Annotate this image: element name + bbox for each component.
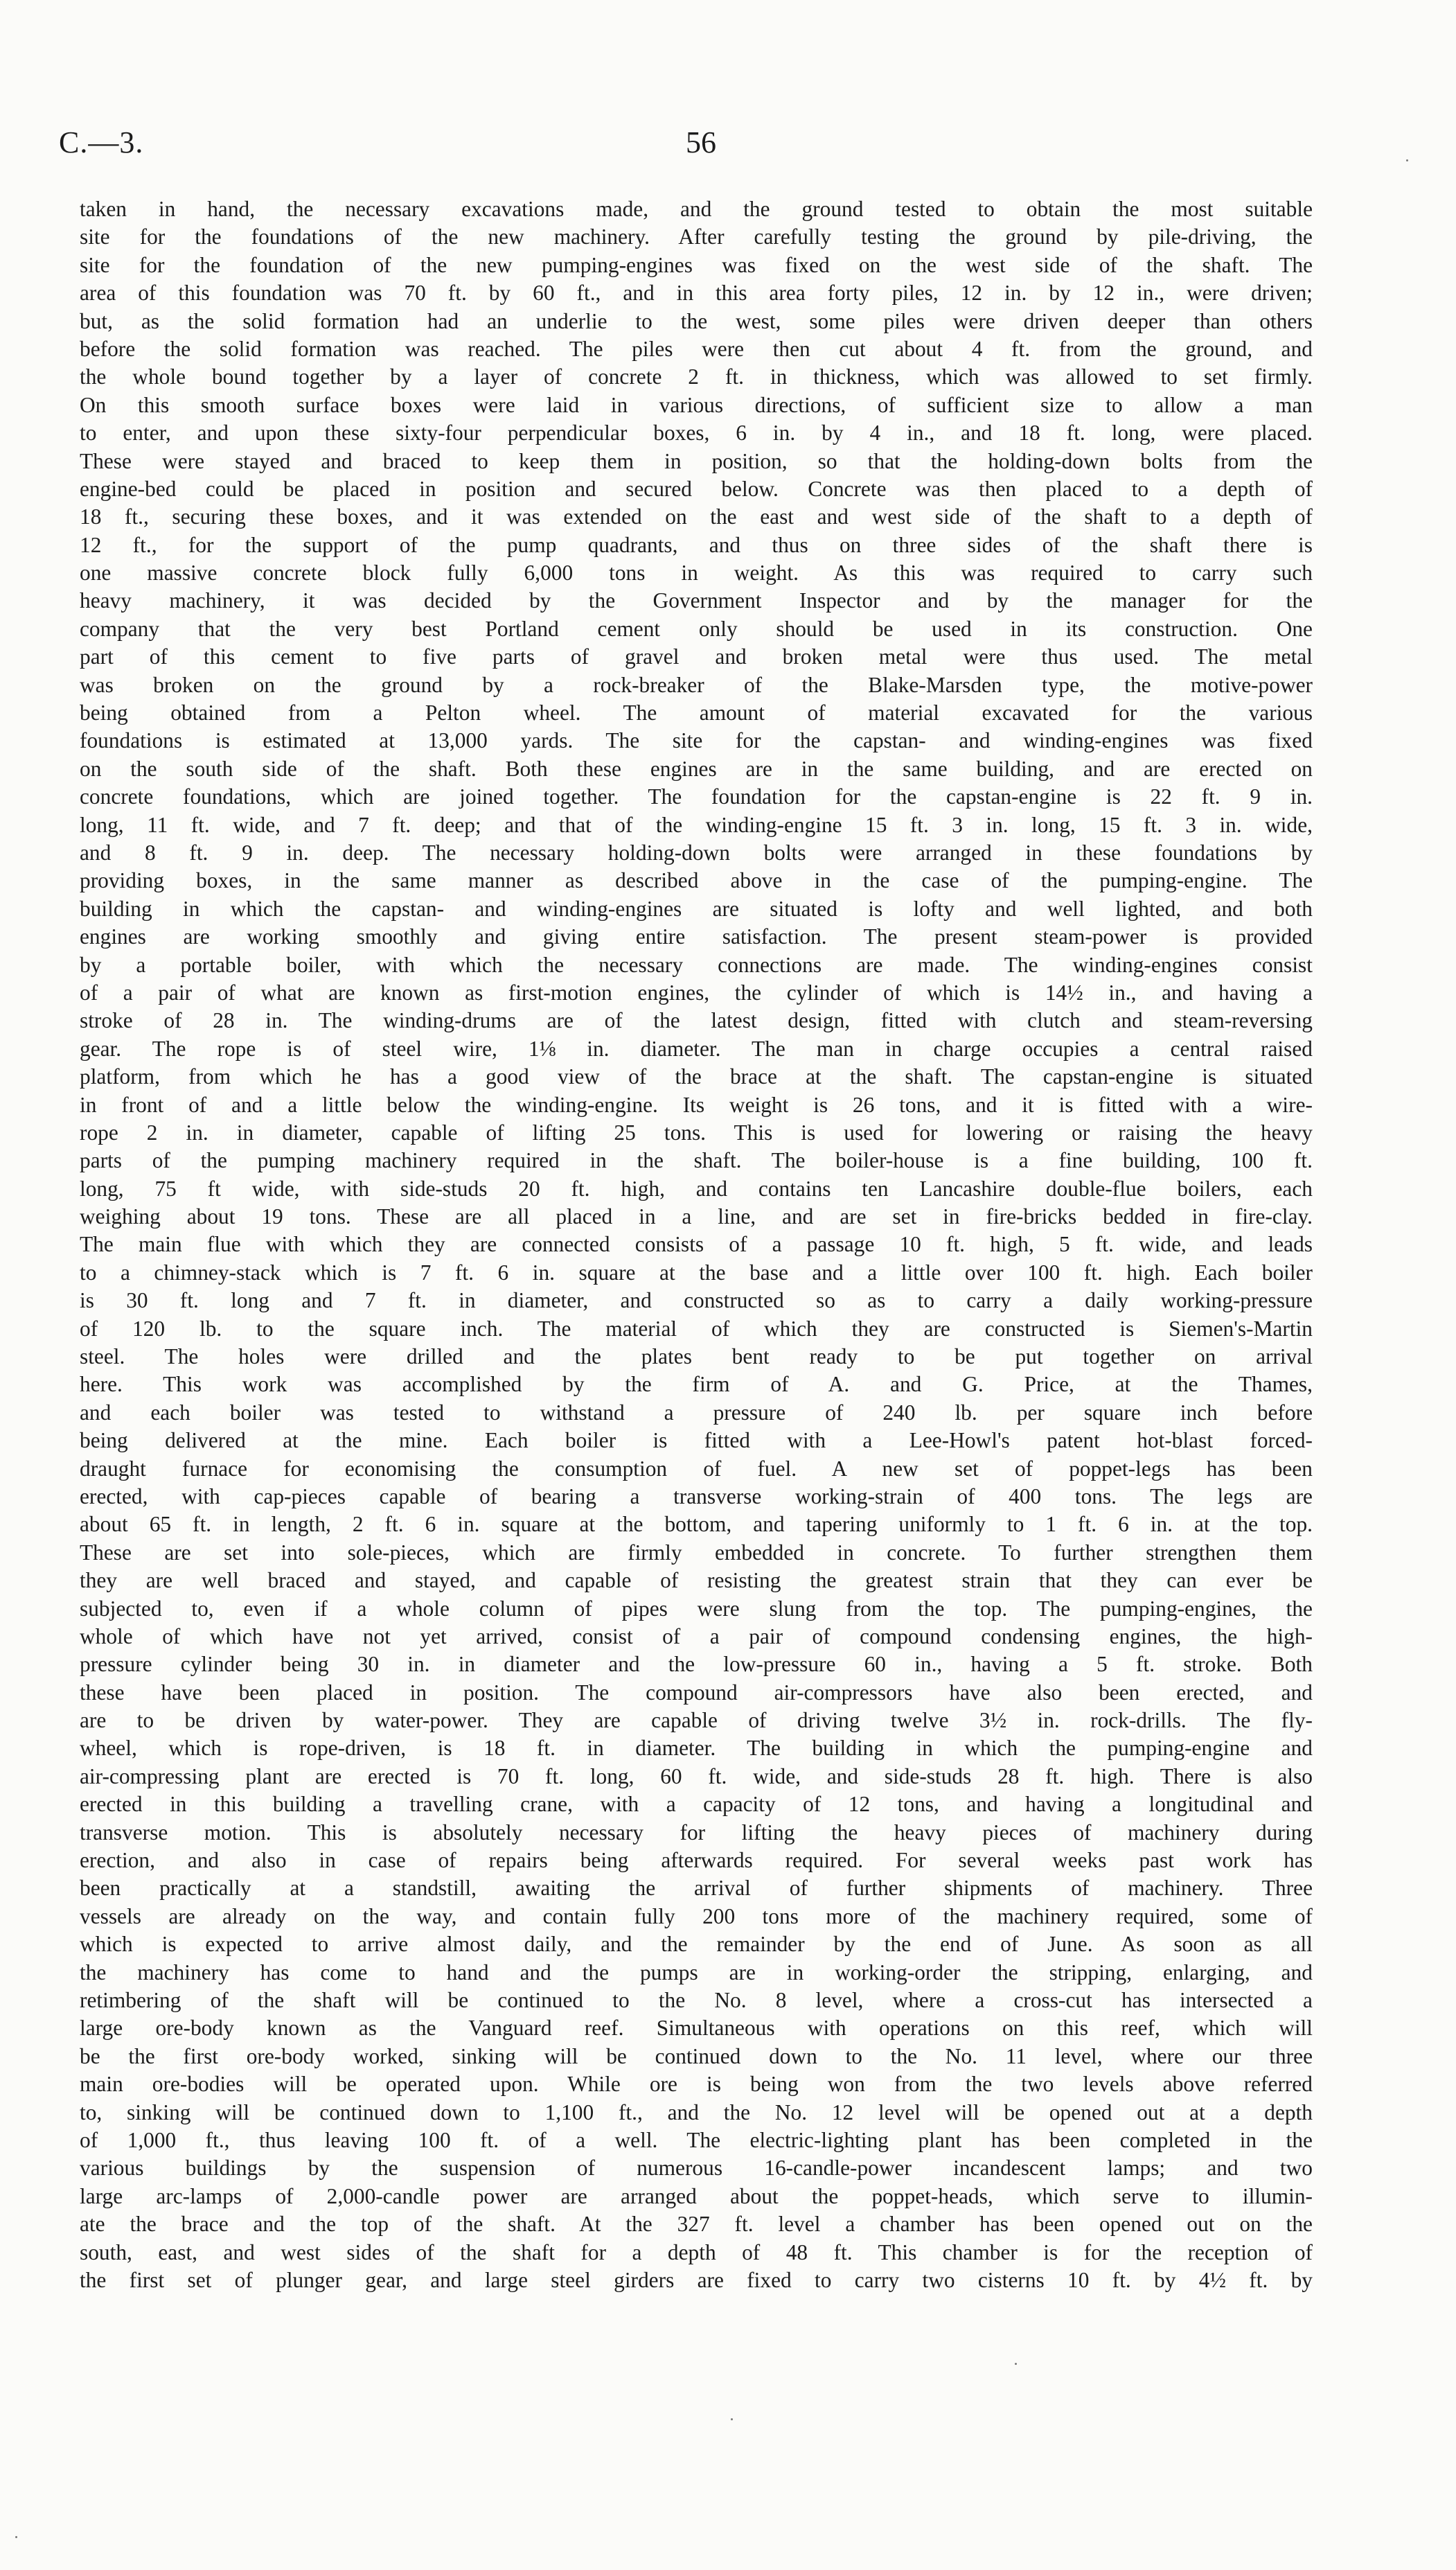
text-line: the first set of plunger gear, and large steel girders are fixed to carry two cisterns 10 ft. by 4½ ft. by bbox=[80, 2267, 1313, 2292]
text-line: of 1,000 ft., thus leaving 100 ft. of a well. The electric-lighting plant has been completed in the bbox=[80, 2127, 1313, 2152]
text-line: been practically at a standstill, awaiting the arrival of further shipments of machinery. Three bbox=[80, 1876, 1313, 1901]
text-line: site for the foundation of the new pumping-engines was fixed on the west side of the shaft. The bbox=[80, 252, 1313, 277]
text-line: was broken on the ground by a rock-breaker of the Blake-Marsden type, the motive-power bbox=[80, 672, 1313, 697]
text-line: ate the brace and the top of the shaft. At the 327 ft. level a chamber has been opened out on the bbox=[80, 2212, 1313, 2237]
text-line: rope 2 in. in diameter, capable of lifting 25 tons. This is used for lowering or raising the heavy bbox=[80, 1120, 1313, 1145]
text-line: 18 ft., securing these boxes, and it was extended on the east and west side of the shaft to a depth of bbox=[80, 504, 1313, 529]
text-line: to, sinking will be continued down to 1,100 ft., and the No. 12 level will be opened out at a depth bbox=[80, 2100, 1313, 2124]
text-line: subjected to, even if a whole column of pipes were slung from the top. The pumping-engines, the bbox=[80, 1596, 1313, 1621]
text-line: building in which the capstan- and winding-engines are situated is lofty and well lighted, and both bbox=[80, 896, 1313, 921]
text-line: These are set into sole-pieces, which are firmly embedded in concrete. To further strengthen them bbox=[80, 1540, 1313, 1565]
text-line: The main flue with which they are connected consists of a passage 10 ft. high, 5 ft. wide, and leads bbox=[80, 1232, 1313, 1257]
text-line: wheel, which is rope-driven, is 18 ft. in diameter. The building in which the pumping-engine and bbox=[80, 1736, 1313, 1761]
text-line: to enter, and upon these sixty-four perpendicular boxes, 6 in. by 4 in., and 18 ft. long, were placed. bbox=[80, 421, 1313, 446]
text-line: concrete foundations, which are joined together. The foundation for the capstan-engine is 22 ft. 9 in. bbox=[80, 784, 1313, 809]
text-line: here. This work was accomplished by the firm of A. and G. Price, at the Thames, bbox=[80, 1372, 1313, 1397]
text-line: these have been placed in position. The compound air-compressors have also been erected, and bbox=[80, 1680, 1313, 1705]
text-line: are to be driven by water-power. They are capable of driving twelve 3½ in. rock-drills. The fly- bbox=[80, 1708, 1313, 1733]
text-line: the whole bound together by a layer of concrete 2 ft. in thickness, which was allowed to set firmly. bbox=[80, 364, 1313, 389]
scan-speck bbox=[1406, 159, 1408, 161]
text-line: which is expected to arrive almost daily, and the remainder by the end of June. As soon as all bbox=[80, 1932, 1313, 1957]
page-number: 56 bbox=[686, 125, 716, 159]
text-line: platform, from which he has a good view of the brace at the shaft. The capstan-engine is situated bbox=[80, 1064, 1313, 1089]
text-line: company that the very best Portland cement only should be used in its construction. One bbox=[80, 616, 1313, 641]
text-line: various buildings by the suspension of numerous 16-candle-power incandescent lamps; and two bbox=[80, 2156, 1313, 2181]
text-line: taken in hand, the necessary excavations made, and the ground tested to obtain the most suitable bbox=[80, 197, 1313, 221]
text-line: These were stayed and braced to keep them in position, so that the holding-down bolts from the bbox=[80, 448, 1313, 473]
text-line: erection, and also in case of repairs being afterwards required. For several weeks past work has bbox=[80, 1848, 1313, 1873]
text-line: parts of the pumping machinery required in the shaft. The boiler-house is a fine building, 100 ft. bbox=[80, 1148, 1313, 1173]
document-reference: C.—3. bbox=[59, 125, 144, 159]
text-line: of a pair of what are known as first-motion engines, the cylinder of which is 14½ in., and having a bbox=[80, 980, 1313, 1005]
text-line: be the first ore-body worked, sinking will be continued down to the No. 11 level, where our three bbox=[80, 2043, 1313, 2068]
text-line: vessels are already on the way, and contain fully 200 tons more of the machinery required, some of bbox=[80, 1903, 1313, 1928]
text-line: being obtained from a Pelton wheel. The amount of material excavated for the various bbox=[80, 701, 1313, 725]
text-line: long, 75 ft wide, with side-studs 20 ft. high, and contains ten Lancashire double-flue boilers, each bbox=[80, 1176, 1313, 1201]
text-line: the machinery has come to hand and the pumps are in working-order the stripping, enlarging, and bbox=[80, 1960, 1313, 1984]
text-line: one massive concrete block fully 6,000 tons in weight. As this was required to carry such bbox=[80, 561, 1313, 586]
scan-speck bbox=[731, 2418, 733, 2420]
text-line: whole of which have not yet arrived, consist of a pair of compound condensing engines, the high- bbox=[80, 1623, 1313, 1648]
text-line: part of this cement to five parts of gravel and broken metal were thus used. The metal bbox=[80, 644, 1313, 669]
text-line: and each boiler was tested to withstand a pressure of 240 lb. per square inch before bbox=[80, 1400, 1313, 1425]
text-line: long, 11 ft. wide, and 7 ft. deep; and that of the winding-engine 15 ft. 3 in. long, 15 ft. 3 in. wide, bbox=[80, 812, 1313, 837]
page-header bbox=[59, 125, 1313, 173]
text-line: but, as the solid formation had an underlie to the west, some piles were driven deeper than others bbox=[80, 308, 1313, 333]
text-line: erected in this building a travelling crane, with a capacity of 12 tons, and having a longitudinal and bbox=[80, 1792, 1313, 1817]
text-line: retimbering of the shaft will be continued to the No. 8 level, where a cross-cut has intersected a bbox=[80, 1988, 1313, 2012]
text-line: pressure cylinder being 30 in. in diameter and the low-pressure 60 in., having a 5 ft. stroke. Both bbox=[80, 1652, 1313, 1677]
text-line: On this smooth surface boxes were laid in various directions, of sufficient size to allow a man bbox=[80, 392, 1313, 417]
text-line: of 120 lb. to the square inch. The material of which they are constructed is Siemen's-Martin bbox=[80, 1316, 1313, 1341]
text-line: engines are working smoothly and giving entire satisfaction. The present steam-power is provided bbox=[80, 924, 1313, 949]
text-line: air-compressing plant are erected is 70 ft. long, 60 ft. wide, and side-studs 28 ft. high. There is also bbox=[80, 1763, 1313, 1788]
scan-speck bbox=[1015, 2363, 1017, 2365]
text-line: foundations is estimated at 13,000 yards. The site for the capstan- and winding-engines was fixed bbox=[80, 728, 1313, 753]
text-line: they are well braced and stayed, and capable of resisting the greatest strain that they can ever be bbox=[80, 1568, 1313, 1593]
text-line: weighing about 19 tons. These are all placed in a line, and are set in fire-bricks bedded in fire-clay. bbox=[80, 1204, 1313, 1229]
text-line: by a portable boiler, with which the necessary connections are made. The winding-engines consist bbox=[80, 952, 1313, 977]
text-line: in front of and a little below the winding-engine. Its weight is 26 tons, and it is fitted with a wire- bbox=[80, 1092, 1313, 1117]
text-line: about 65 ft. in length, 2 ft. 6 in. square at the bottom, and tapering uniformly to 1 ft. 6 in. at the top. bbox=[80, 1512, 1313, 1537]
text-line: steel. The holes were drilled and the plates bent ready to be put together on arrival bbox=[80, 1344, 1313, 1369]
text-line: draught furnace for economising the consumption of fuel. A new set of poppet-legs has been bbox=[80, 1456, 1313, 1481]
text-line: heavy machinery, it was decided by the Government Inspector and by the manager for the bbox=[80, 588, 1313, 613]
text-line: stroke of 28 in. The winding-drums are of the latest design, fitted with clutch and steam-reversing bbox=[80, 1008, 1313, 1033]
text-line: 12 ft., for the support of the pump quadrants, and thus on three sides of the shaft there is bbox=[80, 532, 1313, 557]
text-line: south, east, and west sides of the shaft for a depth of 48 ft. This chamber is for the reception of bbox=[80, 2239, 1313, 2264]
text-line: large ore-body known as the Vanguard reef. Simultaneous with operations on this reef, which will bbox=[80, 2016, 1313, 2041]
text-line: before the solid formation was reached. The piles were then cut about 4 ft. from the ground, and bbox=[80, 336, 1313, 361]
text-line: and 8 ft. 9 in. deep. The necessary holding-down bolts were arranged in these foundations by bbox=[80, 840, 1313, 865]
text-line: site for the foundations of the new machinery. After carefully testing the ground by pile-driving, the bbox=[80, 225, 1313, 249]
text-line: to a chimney-stack which is 7 ft. 6 in. square at the base and a little over 100 ft. high. Each boiler bbox=[80, 1260, 1313, 1285]
scan-speck bbox=[15, 2536, 17, 2538]
text-line: providing boxes, in the same manner as described above in the case of the pumping-engine. The bbox=[80, 868, 1313, 893]
body-text bbox=[80, 195, 1313, 2294]
text-line: being delivered at the mine. Each boiler is fitted with a Lee-Howl's patent hot-blast forced- bbox=[80, 1428, 1313, 1453]
text-line: erected, with cap-pieces capable of bearing a transverse working-strain of 400 tons. The legs are bbox=[80, 1484, 1313, 1508]
text-line: area of this foundation was 70 ft. by 60 ft., and in this area forty piles, 12 in. by 12 in., were driven; bbox=[80, 281, 1313, 306]
text-line: on the south side of the shaft. Both these engines are in the same building, and are erected on bbox=[80, 756, 1313, 781]
text-line: gear. The rope is of steel wire, 1⅛ in. diameter. The man in charge occupies a central raised bbox=[80, 1036, 1313, 1061]
text-line: main ore-bodies will be operated upon. While ore is being won from the two levels above referred bbox=[80, 2072, 1313, 2097]
text-line: is 30 ft. long and 7 ft. in diameter, and constructed so as to carry a daily working-pressure bbox=[80, 1288, 1313, 1313]
text-line: engine-bed could be placed in position and secured below. Concrete was then placed to a depth of bbox=[80, 476, 1313, 501]
text-line: transverse motion. This is absolutely necessary for lifting the heavy pieces of machinery during bbox=[80, 1820, 1313, 1845]
text-line: large arc-lamps of 2,000-candle power are arranged about the poppet-heads, which serve to illumin- bbox=[80, 2183, 1313, 2208]
